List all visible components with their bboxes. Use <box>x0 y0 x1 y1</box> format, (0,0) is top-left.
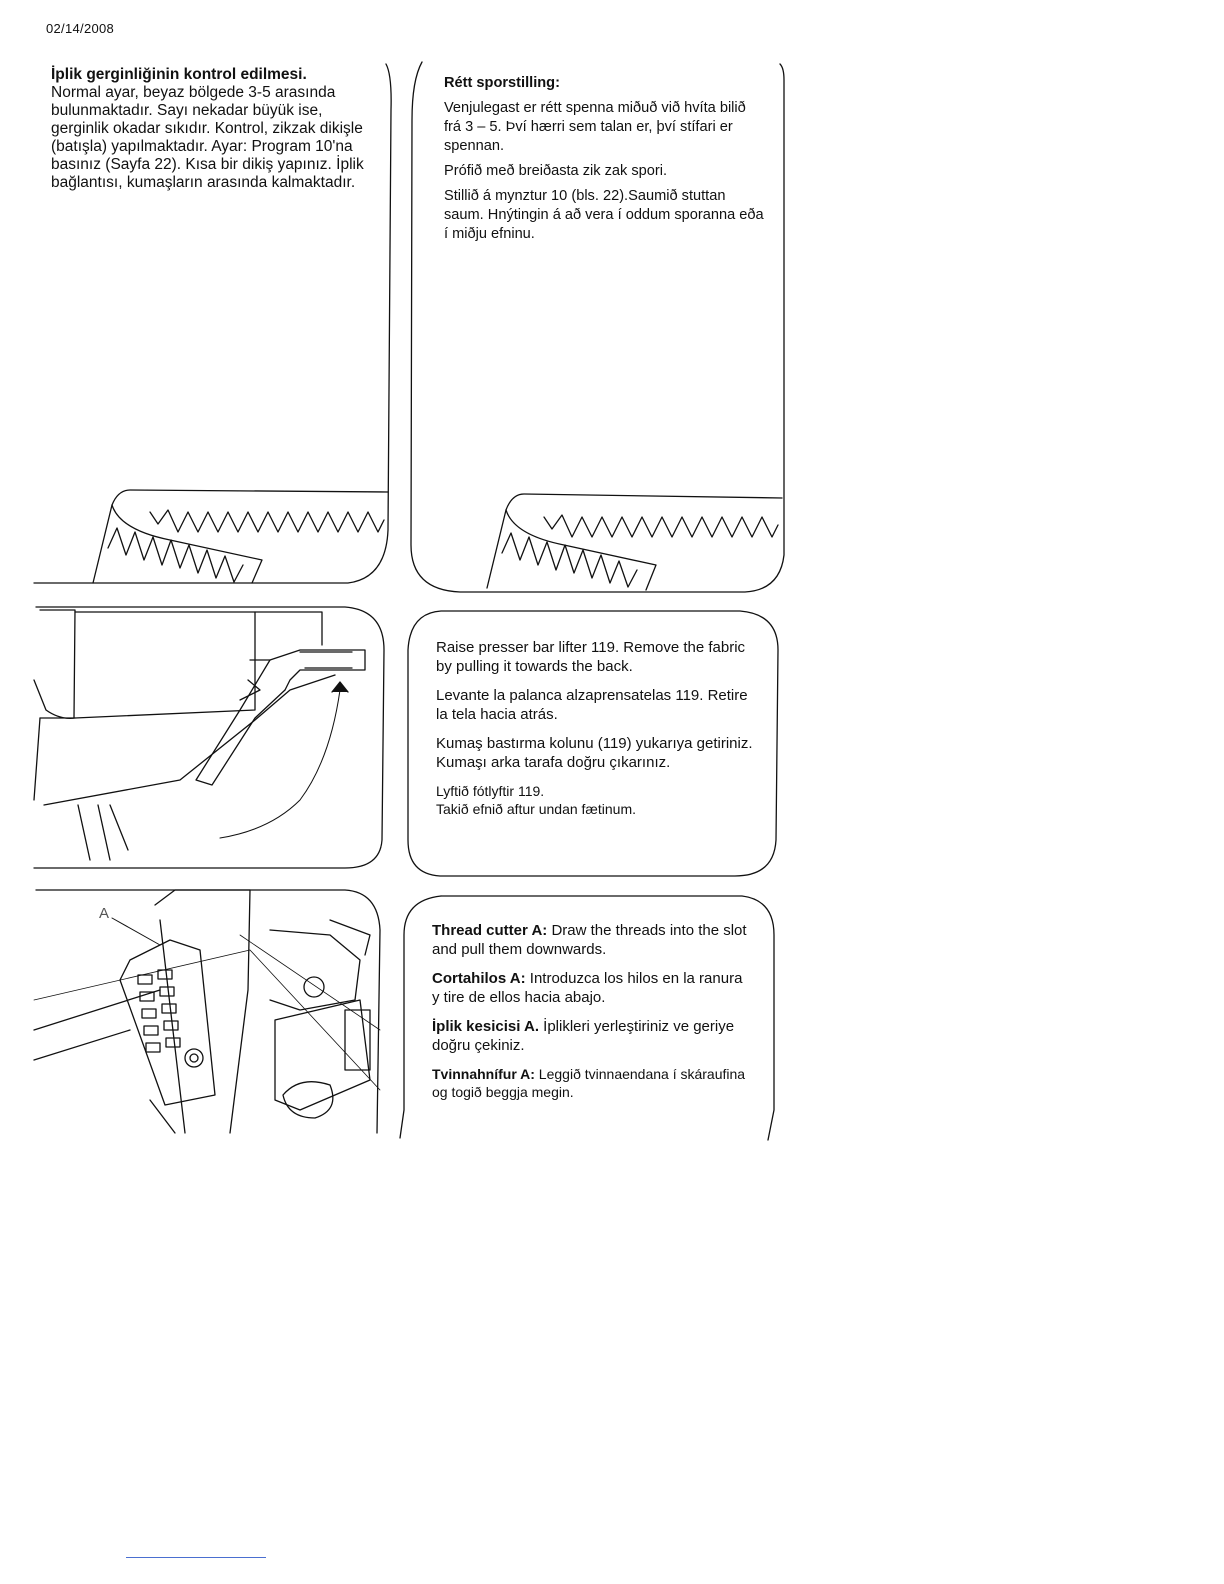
panel3-spanish: Levante la palanca alzaprensatelas 119. Retire la tela hacia atrás. <box>436 687 748 723</box>
panel2-title: Rétt sporstilling: <box>444 75 560 91</box>
panel1-body: Normal ayar, beyaz bölgede 3-5 arasında bulunmaktadır. Sayı nekadar büyük ise, gerginlik okadar sıkıdır. Kontrol, zikzak dikişle (batışla) yapılmaktadır. Ayar: Program 10'na basınız (Sayfa 22). Kısa bir dikiş yapınız. İplik bağlantısı, kumaşların arasında kalmaktadır. <box>51 84 364 191</box>
panel4-is-label: Tvinnahnífur A: <box>432 1066 535 1082</box>
panel4-en-label: Thread cutter A: <box>432 922 548 939</box>
panel1-turkish-text <box>51 66 381 192</box>
cutter-label-a: A <box>99 905 110 922</box>
panel3-image-frame <box>34 607 384 868</box>
panel3-icelandic-1: Lyftið fótlyftir 119. <box>436 783 545 799</box>
panel3-english: Raise presser bar lifter 119. Remove the fabric by pulling it towards the back. <box>436 639 746 675</box>
page-date: 02/14/2008 <box>46 21 115 36</box>
panel4-tr-label: İplik kesicisi A. <box>432 1018 539 1035</box>
panel2-line-3: Stillið á mynztur 10 (bls. 22).Saumið stuttan saum. Hnýtingin á að vera í oddum sporanna eða í miðju efninu. <box>444 188 764 242</box>
panel3-turkish: Kumaş bastırma kolunu (119) yukarıya getiriniz. Kumaşı arka tarafa doğru çıkarınız. <box>436 735 753 771</box>
panel1-title: İplik gerginliğinin kontrol edilmesi. <box>51 66 307 83</box>
panel4-tr-text: İplikleri yerleştiriniz ve geriye doğru çekiniz. <box>432 1018 735 1054</box>
panel4-en-text: Draw the threads into the slot and pull them downwards. <box>432 922 747 958</box>
panel4-es-label: Cortahilos A: <box>432 970 526 987</box>
footer-rule <box>126 1557 266 1558</box>
panel2-line-1: Venjulegast er rétt spenna miðuð við hvíta bilið frá 3 – 5. Því hærri sem talan er, því stífari er spennan. <box>444 100 746 154</box>
panel4-es-text: Introduzca los hilos en la ranura y tire de ellos hacia abajo. <box>432 970 743 1006</box>
panel2-line-2: Prófið með breiðasta zik zak spori. <box>444 163 668 179</box>
panel2-icelandic-text <box>444 74 766 250</box>
panel4-text <box>432 921 752 1111</box>
panel4-is-text: Leggið tvinnaendana í skáraufina og togið beggja megin. <box>432 1066 746 1100</box>
panel3-text <box>436 638 756 828</box>
panel3-icelandic-2: Takið efnið aftur undan fætinum. <box>436 801 637 817</box>
